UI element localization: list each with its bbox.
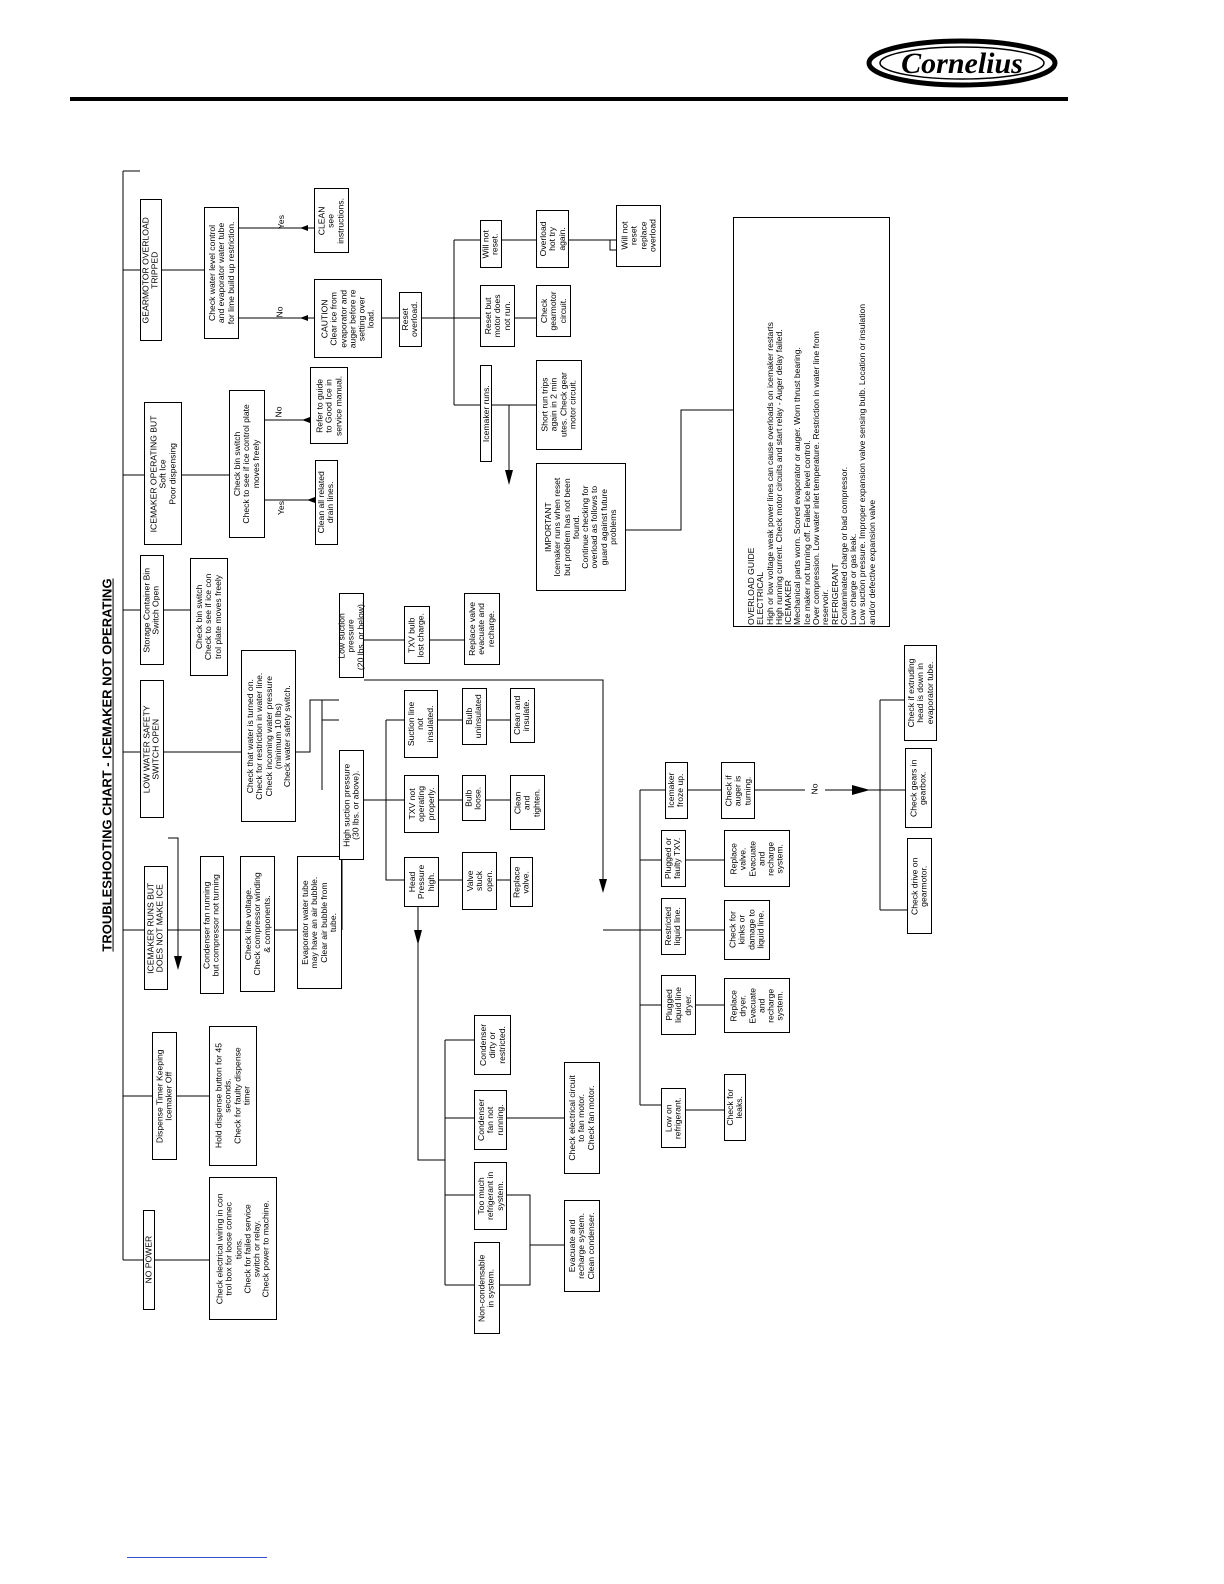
node-chk-extruding — [904, 645, 937, 741]
node-text: Condenser fan running but compressor not turning — [201, 873, 221, 977]
node-overload-hot — [536, 210, 569, 268]
node-text: ICEMAKER RUNS BUT DOES NOT MAKE ICE — [145, 882, 165, 974]
node-plugged-dryer — [661, 975, 696, 1035]
node-text: Clean all related drain lines. — [316, 471, 336, 534]
node-text: Short run trips again in 2 min utes. Check gear motor circuit. — [539, 372, 578, 438]
node-text: Too much refrigerant in system. — [475, 1171, 505, 1221]
node-text: Check bin switch Check to see if ice con trol plate moves freely — [194, 573, 223, 661]
node-text: Icemaker froze up. — [666, 772, 686, 809]
node-text: Check water level control and evaporator water tube for lime build up restriction. — [206, 221, 236, 325]
logo-wordmark: Cornelius — [901, 47, 1023, 80]
node-evap-air — [297, 856, 342, 989]
node-text: Check drive on gearmotor. — [909, 857, 929, 915]
node-text: Low on refrigerant. — [663, 1097, 683, 1139]
branch-label-no-2: No — [273, 406, 284, 418]
node-txv-bulb — [404, 606, 430, 664]
node-text: OVERLOAD GUIDE ELECTRICAL High or low voltage weak power lines can cause overloads on icemaker restarts High running current. Check motor circuits and start relay - Auger delay failed. ICEMAKER Mechanical parts worn. Scored evaporator or auger. Worn thrust bearing. Ice maker not turning off. Failed ice level control. Over compression. Low water inlet temperature. Restriction in water line from reservoir. REFRIGERANT Contaminated charge or bad compressor. Low charge or gas leak. Low suction pressure. Improper expansion valve sensing bulb. Location or insulation and/or defective expansion valve — [745, 303, 877, 625]
node-text: Suction line not insulated. — [406, 701, 435, 747]
node-text: Storage Container Bin Switch Open — [141, 567, 161, 653]
node-text: High suction pressure (30 lbs. or above). — [341, 763, 361, 847]
node-chk-bin-switch-1 — [190, 558, 228, 676]
node-text: Plugged or faulty TXV. — [663, 837, 683, 880]
node-cond-fan-not — [474, 1090, 507, 1150]
node-no-power — [143, 1210, 155, 1310]
node-text: Plugged liquid line dryer. — [663, 987, 693, 1023]
node-text: Replace valve. Evacuate and recharge system. — [728, 840, 785, 877]
node-text: Valve stuck open. — [464, 870, 494, 892]
node-cond-fan-run — [200, 856, 224, 994]
node-text: Check for leaks. — [724, 1089, 744, 1126]
node-chk-leaks — [724, 1074, 746, 1141]
node-will-not-replace — [616, 205, 661, 267]
node-bulb-loose — [462, 775, 486, 821]
node-chk-wiring — [209, 1177, 277, 1320]
node-text: Check bin switch Check to see if ice control plate moves freely — [232, 404, 261, 524]
node-non-condensable — [474, 1242, 500, 1334]
node-reset-no-run — [480, 285, 515, 347]
branch-label-yes-1: Yes — [276, 214, 287, 230]
node-low-ref — [661, 1088, 686, 1148]
node-chk-line-voltage — [240, 856, 275, 992]
node-chk-auger — [721, 762, 755, 819]
node-operating-soft — [144, 402, 182, 545]
node-text: ICEMAKER OPERATING BUT Soft Ice Poor dispensing — [148, 415, 177, 532]
node-text: Low suction pressure (20 lbs. or below). — [336, 601, 366, 670]
node-text: Head Pressure high. — [406, 864, 436, 900]
node-text: TXV bulb lost charge. — [406, 612, 426, 658]
node-text: Reset but motor does not run. — [482, 294, 512, 338]
node-text: Replace valve evacuate and recharge. — [467, 602, 496, 656]
node-dispense-timer — [152, 1032, 177, 1160]
node-clean-insulate — [510, 688, 535, 743]
node-text: Clean and insulate. — [512, 695, 532, 736]
node-text: Hold dispense button for 45 seconds. Check for faulty dispense timer — [213, 1043, 252, 1149]
node-text: Dispense Timer Keeping Icemaker Off — [154, 1049, 174, 1143]
node-icemaker-runs — [480, 365, 492, 462]
node-chk-water-level — [204, 207, 239, 339]
branch-label-no-3: No — [809, 783, 820, 795]
node-text: Check gearmotor circuit. — [538, 291, 568, 331]
node-text: Clean and tighten. — [512, 788, 542, 817]
node-text: Condenser fan not running. — [475, 1098, 505, 1142]
node-text: Check for kinks or damage to liquid line. — [727, 909, 766, 951]
node-text: CLEAN see instructions. — [316, 197, 346, 244]
node-text: TXV not operating properly. — [406, 786, 436, 822]
node-text: LOW WATER SAFETY SWITCH OPEN — [141, 705, 161, 793]
node-replace-valve-2 — [724, 830, 790, 887]
node-text: Overload hot try again. — [537, 221, 567, 257]
node-text: Non-condensable in system. — [476, 1254, 496, 1322]
node-short-run — [536, 360, 582, 450]
branch-label-no-1: No — [274, 306, 285, 318]
node-text: Evaporator water tube may have an air bubble. Clear air bubble from tube. — [299, 876, 338, 969]
node-caution — [314, 279, 382, 358]
node-chk-drive — [907, 838, 932, 934]
node-bulb-uninsulated — [462, 688, 487, 745]
node-text: Check line voltage. Check compressor winding & components. — [242, 872, 272, 976]
node-plugged-txv — [661, 830, 686, 887]
node-clean-tighten — [510, 775, 545, 830]
node-hold-dispense — [209, 1026, 257, 1166]
node-chk-bin-switch-2 — [229, 390, 265, 538]
node-text: IMPORTANT Icemaker runs when reset but problem has not been found. Continue checking for overload as follows to guard against future problems — [542, 477, 618, 577]
node-overload-guide — [733, 217, 890, 627]
node-chk-water-on — [241, 650, 296, 822]
node-will-not-reset — [480, 220, 502, 268]
node-text: GEARMOTOR OVERLOAD TRIPPED — [140, 216, 160, 324]
chart-title: TROUBLESHOOTING CHART - ICEMAKER NOT OPERATING — [99, 578, 115, 952]
node-replace-valve — [510, 857, 533, 907]
node-chk-gearmotor — [536, 285, 571, 337]
node-clean-drain — [315, 460, 338, 545]
node-too-much-ref — [474, 1162, 507, 1230]
node-important — [536, 463, 626, 591]
node-replace-evac-1 — [464, 593, 500, 665]
node-cond-dirty — [474, 1015, 511, 1075]
node-chk-gears — [905, 748, 932, 828]
node-text: Refer to guide to Good Ice in service manual. — [314, 375, 343, 436]
node-replace-dryer — [724, 978, 790, 1033]
node-suction-line — [404, 690, 438, 758]
node-text: Check that water is turned on. Check for restriction in water line. Check incoming water pressure (minimum 10 lbs) Check water safety switch. — [244, 672, 292, 800]
node-reset-overload — [399, 292, 422, 347]
node-chk-kinks — [724, 900, 770, 960]
node-text: Check if extruding head is down in evaporator tube. — [905, 658, 935, 728]
node-gearmotor-overload — [140, 199, 162, 341]
node-storage-bin — [140, 555, 164, 665]
footer-rule — [127, 1557, 267, 1558]
node-text: Check if auger is turning. — [723, 774, 752, 807]
node-text: Reset overload. — [400, 301, 420, 338]
node-head-pressure — [404, 857, 439, 907]
branch-label-yes-2: Yes — [276, 500, 287, 516]
node-text: Replace valve. — [511, 866, 531, 898]
node-text: Condenser dirty or restricted. — [477, 1023, 507, 1067]
node-text: Will not reset replace overload — [618, 219, 657, 253]
node-high-suction — [339, 750, 364, 860]
node-text: NO POWER — [143, 1236, 154, 1284]
node-froze-up — [665, 762, 688, 819]
node-runs-no-ice — [144, 866, 168, 990]
node-text: Will not reset. — [480, 229, 500, 259]
node-chk-fan-circuit — [564, 1062, 600, 1174]
node-text: Check electrical circuit to fan motor. Check fan motor. — [567, 1075, 596, 1161]
node-text: Bulb loose. — [463, 786, 483, 810]
node-low-suction — [336, 593, 366, 678]
node-text: Bulb uninsulated — [464, 694, 484, 739]
node-evac-clean — [564, 1200, 600, 1292]
node-low-water — [140, 680, 164, 818]
node-valve-stuck — [462, 852, 497, 910]
node-text: Replace dryer. Evacuate and recharge system. — [728, 987, 785, 1024]
node-restricted — [661, 898, 686, 955]
node-refer-guide — [310, 367, 348, 444]
node-txv-not — [404, 775, 439, 833]
node-text: Icemaker runs. — [480, 385, 491, 442]
node-text: Restricted liquid line. — [663, 907, 683, 946]
node-text: Check gears in gearbox. — [908, 759, 928, 817]
node-text: Evacuate and recharge system. Clean condenser. — [567, 1212, 596, 1280]
node-clean-instr — [314, 188, 349, 253]
node-text: Check electrical wiring in con trol box for loose connec tions. Check for failed service switch or relay. Check power to machine. — [214, 1193, 271, 1304]
node-text: CAUTION Clear ice from evaporator and auger before re setting over load. — [319, 289, 376, 348]
